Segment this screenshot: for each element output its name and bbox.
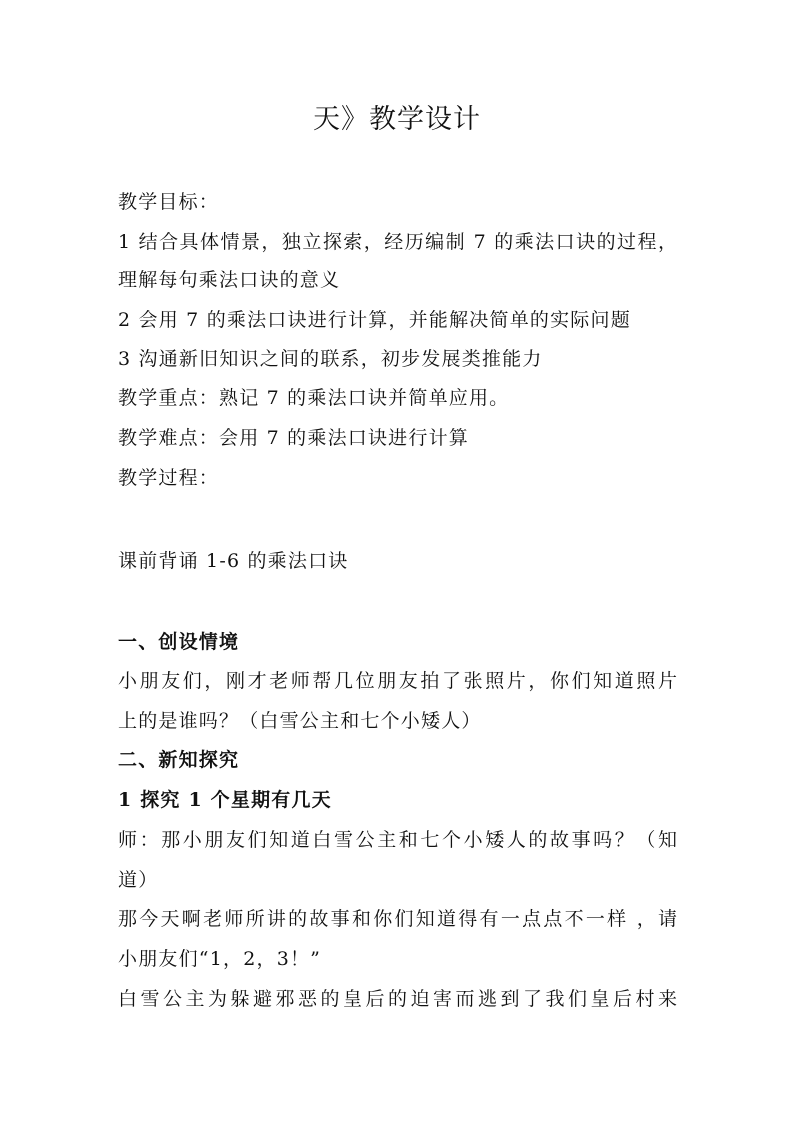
section-1-heading: 一、创设情境	[118, 631, 240, 653]
pre-class-activity: 课前背诵 1-6 的乘法口诀	[118, 550, 349, 572]
page-title: 天》教学设计	[313, 104, 481, 135]
subsection-1-heading: 1 探究 1 个星期有几天	[118, 789, 332, 811]
objective-1-line-2: 理解每句乘法口诀的意义	[118, 269, 341, 291]
objective-2: 2 会用 7 的乘法口诀进行计算，并能解决简单的实际问题	[118, 309, 631, 331]
objective-3: 3 沟通新旧知识之间的联系，初步发展类推能力	[118, 348, 543, 370]
section-1-line-2: 上的是谁吗？（白雪公主和七个小矮人）	[118, 710, 482, 732]
dialog-2-line-2: 小朋友们“1，2，3！”	[118, 948, 322, 970]
dialog-3-line-1: 白雪公主为躲避邪恶的皇后的迫害而逃到了我们皇后村来	[118, 988, 678, 1010]
difficulty: 教学难点：会用 7 的乘法口诀进行计算	[118, 427, 469, 449]
objective-1-line-1: 1 结合具体情景，独立探索，经历编制 7 的乘法口诀的过程，	[118, 231, 678, 253]
key-point: 教学重点：熟记 7 的乘法口诀并简单应用。	[118, 387, 510, 409]
dialog-1-line-1: 师：那小朋友们知道白雪公主和七个小矮人的故事吗？（知	[118, 829, 678, 851]
dialog-2-line-1: 那今天啊老师所讲的故事和你们知道得有一点点不一样 ，请	[118, 908, 678, 930]
dialog-1-line-2: 道）	[118, 869, 159, 891]
objectives-heading: 教学目标：	[118, 191, 220, 213]
section-2-heading: 二、新知探究	[118, 749, 240, 771]
section-1-line-1: 小朋友们，刚才老师帮几位朋友拍了张照片，你们知道照片	[118, 670, 678, 692]
process-heading: 教学过程：	[118, 467, 220, 489]
